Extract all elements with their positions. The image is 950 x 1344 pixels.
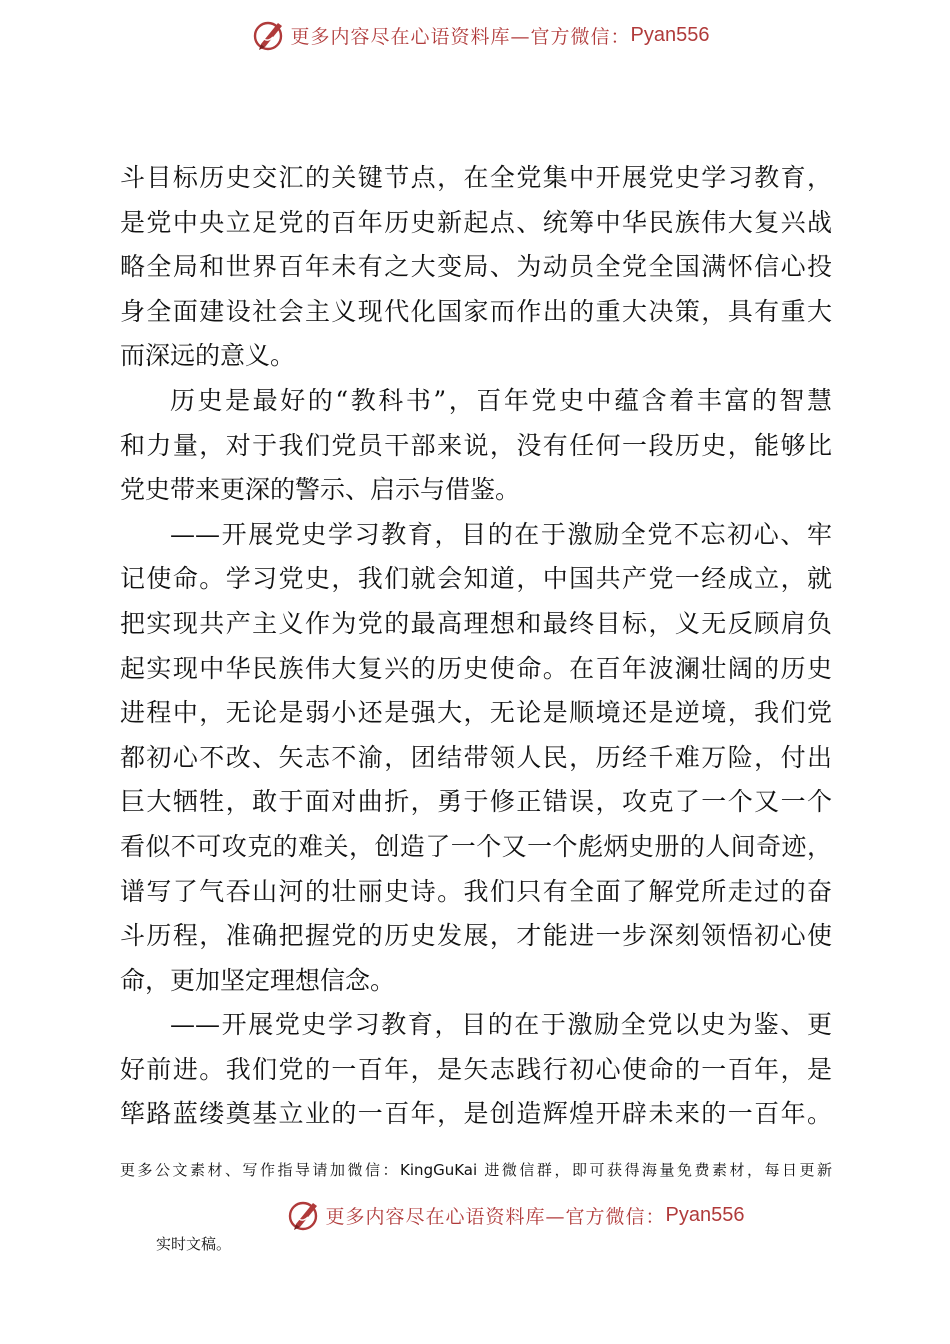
body-line: 而深远的意义。 [120,341,296,371]
header-banner-text: 更多内容尽在心语资料库—官方微信： [290,25,631,48]
body-line: 好前进。我们党的一百年，是矢志践行初心使命的一百年，是 [120,1054,832,1084]
body-line: 斗目标历史交汇的关键节点，在全党集中开展党史学习教育， [120,163,832,192]
footer-banner-id: Pyan556 [665,1203,745,1226]
header-watermark-banner [0,14,950,56]
footer-tail-text: 实时文稿。 [156,1235,232,1253]
document-body [120,156,832,1137]
body-line: 都初心不改、矢志不渝，团结带领人民，历经千难万险，付出 [120,742,832,772]
footer-banner-text: 更多内容尽在心语资料库—官方微信： [325,1205,666,1228]
body-line: 进程中，无论是弱小还是强大，无论是顺境还是逆境，我们党 [120,698,832,728]
pen-logo-icon [251,17,287,53]
body-line: 起实现中华民族伟大复兴的历史使命。在百年波澜壮阔的历史 [120,653,832,683]
body-line: 身全面建设社会主义现代化国家而作出的重大决策，具有重大 [120,296,832,326]
body-line: 巨大牺牲，敢于面对曲折，勇于修正错误，攻克了一个又一个 [120,787,832,817]
body-line: 筚路蓝缕奠基立业的一百年，是创造辉煌开辟未来的一百年。 [120,1099,832,1129]
body-line: ——开展党史学习教育，目的在于激励全党不忘初心、牢 [170,519,832,549]
body-line: 看似不可攻克的难关，创造了一个又一个彪炳史册的人间奇迹， [120,831,832,861]
body-line: 谱写了气吞山河的壮丽史诗。我们只有全面了解党所走过的奋 [120,876,832,906]
body-line: 命，更加坚定理想信念。 [120,965,396,995]
body-line: 斗历程，准确把握党的历史发展，才能进一步深刻领悟初心使 [120,921,832,951]
body-line: 和力量，对于我们党员干部来说，没有任何一段历史，能够比 [120,430,832,460]
footer-watermark-banner [0,1194,950,1236]
pen-logo-icon [286,1197,322,1233]
body-line: 记使命。学习党史，我们就会知道，中国共产党一经成立，就 [120,564,832,594]
footer-note: 更多公文素材、写作指导请加微信：KingGuKai 进微信群，即可获得海量免费素材，每日更新 [120,1161,832,1179]
body-line: 略全局和世界百年未有之大变局、为动员全党全国满怀信心投 [120,252,832,282]
body-line: 把实现共产主义作为党的最高理想和最终目标，义无反顾肩负 [120,608,832,638]
body-line: 党史带来更深的警示、启示与借鉴。 [120,475,521,505]
header-banner-id: Pyan556 [630,23,710,46]
body-line: 是党中央立足党的百年历史新起点、统筹中华民族伟大复兴战 [120,207,832,237]
body-line: 历史是最好的“教科书”，百年党史中蕴含着丰富的智慧 [170,385,832,415]
body-line: ——开展党史学习教育，目的在于激励全党以史为鉴、更 [170,1010,832,1040]
